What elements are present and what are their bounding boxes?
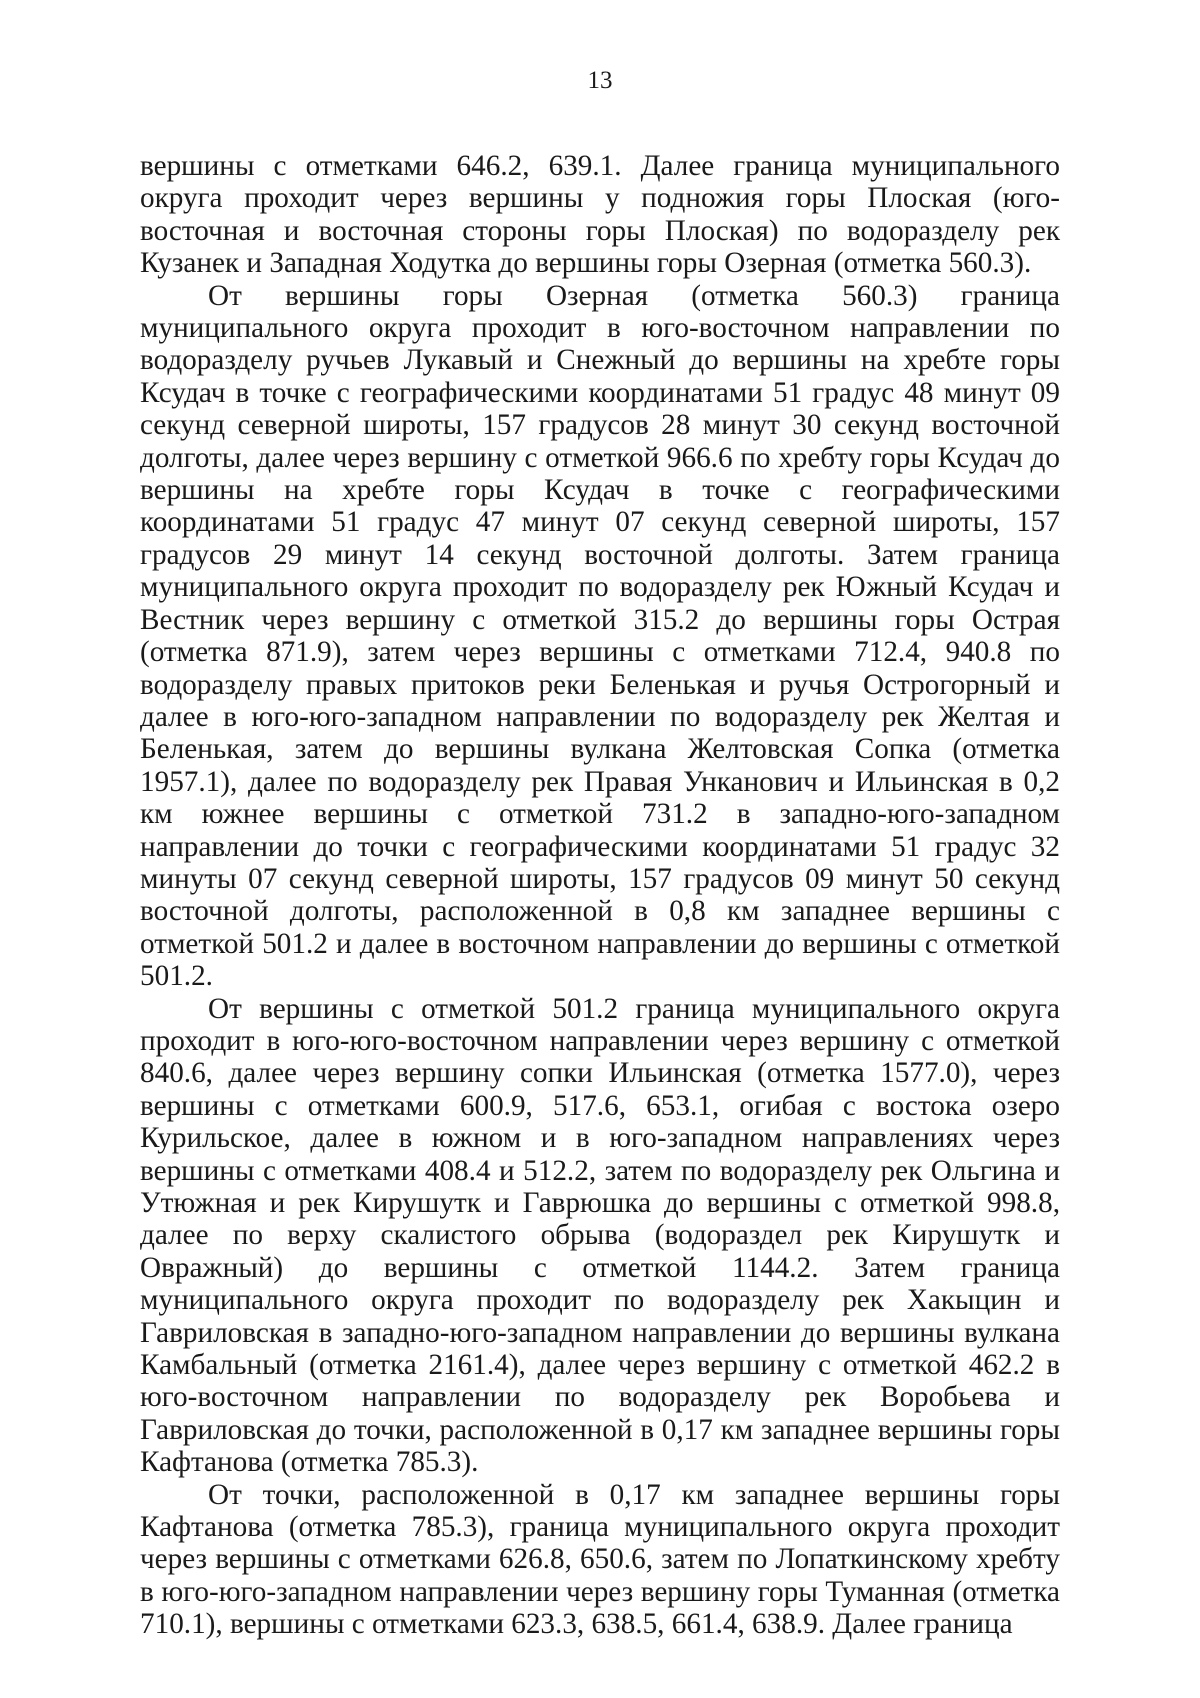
paragraph-3: От вершины с отметкой 501.2 граница муниципального округа проходит в юго-юго-восточном направлении через вершину с отметкой 840.6, далее через вершину сопки Ильинская (отметка 1577.0), через вершины с отметками 600.9, 517.6, 653.1, огибая с востока озеро Курильское, далее в южном и в юго-западном направлениях через вершины с отметками 408.4 и 512.2, затем по водоразделу рек Ольгина и Утюжная и рек Кирушутк и Гаврюшка до вершины с отметкой 998.8, далее по верху скалистого обрыва (водораздел рек Кирушутк и Овражный) до вершины с отметкой 1144.2. Затем граница муниципального округа проходит по водоразделу рек Хакыцин и Гавриловская в западно-юго-западном направлении до вершины вулкана Камбальный (отметка 2161.4), далее через вершину с отметкой 462.2 в юго-восточном направлении по водоразделу рек Воробьева и Гавриловская до точки, расположенной в 0,17 км западнее вершины горы Кафтанова (отметка 785.3).: [140, 992, 1060, 1479]
paragraph-4: От точки, расположенной в 0,17 км западнее вершины горы Кафтанова (отметка 785.3), граница муниципального округа проходит через вершины с отметками 626.8, 650.6, затем по Лопаткинскому хребту в юго-юго-западном направлении через вершину горы Туманная (отметка 710.1), вершины с отметками 623.3, 638.5, 661.4, 638.9. Далее граница: [140, 1478, 1060, 1641]
document-body: [140, 150, 1060, 1641]
page-number: 13: [587, 67, 613, 94]
paragraph-2: От вершины горы Озерная (отметка 560.3) граница муниципального округа проходит в юго-восточном направлении по водоразделу ручьев Лукавый и Снежный до вершины на хребте горы Ксудач в точке с географическими координатами 51 градус 48 минут 09 секунд северной широты, 157 градусов 28 минут 30 секунд восточной долготы, далее через вершину с отметкой 966.6 по хребту горы Ксудач до вершины на хребте горы Ксудач в точке с географическими координатами 51 градус 47 минут 07 секунд северной широты, 157 градусов 29 минут 14 секунд восточной долготы. Затем граница муниципального округа проходит по водоразделу рек Южный Ксудач и Вестник через вершину с отметкой 315.2 до вершины горы Острая (отметка 871.9), затем через вершины с отметками 712.4, 940.8 по водоразделу правых притоков реки Беленькая и ручья Острогорный и далее в юго-юго-западном направлении по водоразделу рек Желтая и Беленькая, затем до вершины вулкана Желтовская Сопка (отметка 1957.1), далее по водоразделу рек Правая Унканович и Ильинская в 0,2 км южнее вершины с отметкой 731.2 в западно-юго-западном направлении до точки с географическими координатами 51 градус 32 минуты 07 секунд северной широты, 157 градусов 09 минут 50 секунд восточной долготы, расположенной в 0,8 км западнее вершины с отметкой 501.2 и далее в восточном направлении до вершины с отметкой 501.2.: [140, 279, 1060, 993]
paragraph-1: вершины с отметками 646.2, 639.1. Далее граница муниципального округа проходит через вершины у подножия горы Плоская (юго-восточная и восточная стороны горы Плоская) по водоразделу рек Кузанек и Западная Ходутка до вершины горы Озерная (отметка 560.3).: [140, 150, 1060, 280]
